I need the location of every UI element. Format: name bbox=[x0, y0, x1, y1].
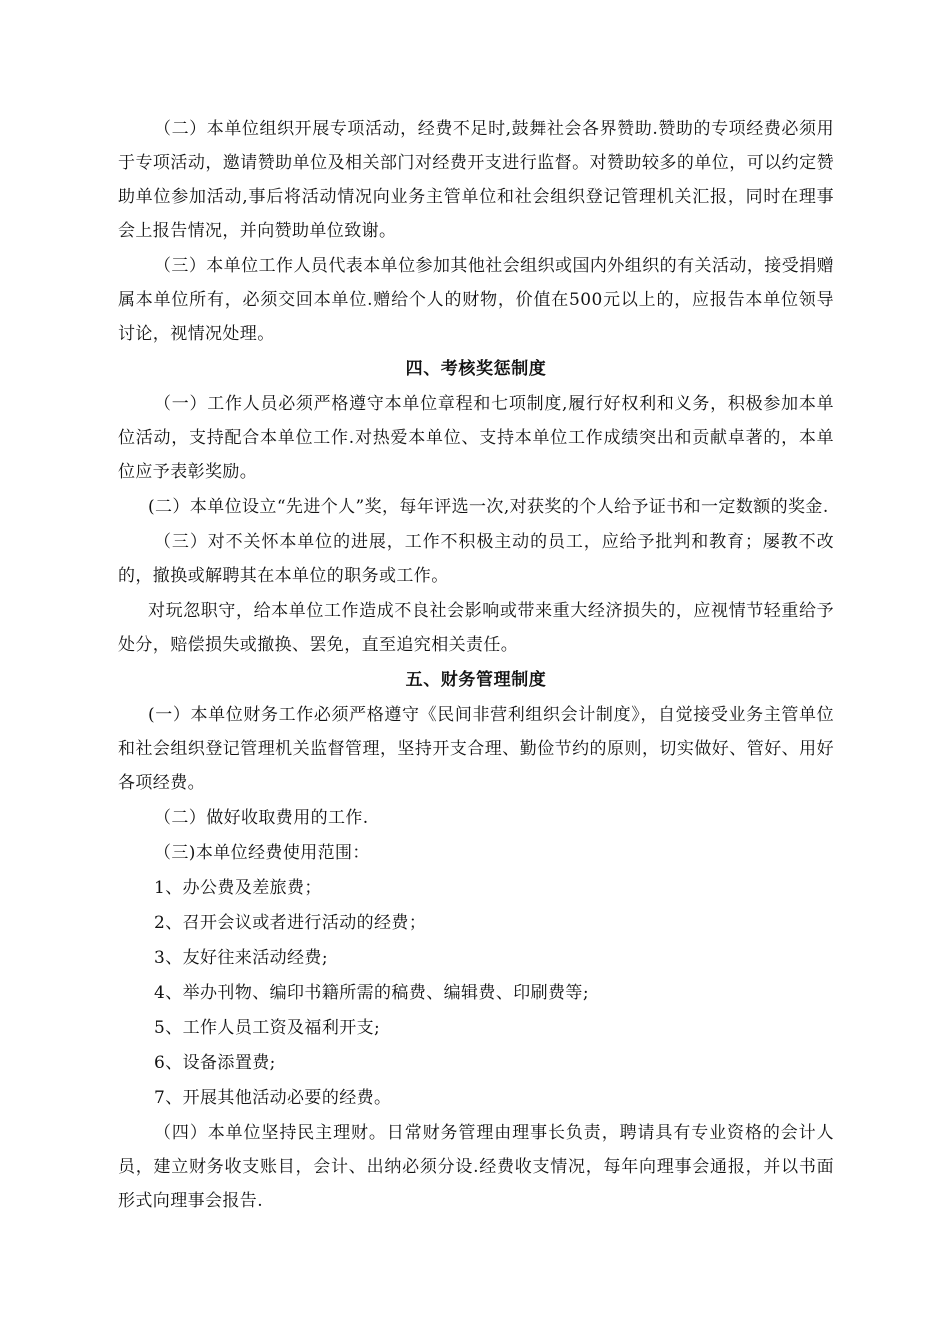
list-item: 2、召开会议或者进行活动的经费； bbox=[154, 913, 427, 933]
expense-scope-list bbox=[118, 871, 834, 1115]
paragraph-sponsorship: （二）本单位组织开展专项活动，经费不足时,鼓舞社会各界赞助.赞助的专项经费必须用于专项活动，邀请赞助单位及相关部门对经费开支进行监督。对赞助较多的单位，可以约定赞助单位参加活动,事后将活动情况向业务主管单位和社会组织登记管理机关汇报，同时在理事会上报告情况，并向赞助单位致谢。 bbox=[118, 119, 834, 241]
paragraph-finance-1: (一）本单位财务工作必须严格遵守《民间非营利组织会计制度》，自觉接受业务主管单位和社会组织登记管理机关监督管理，坚持开支合理、勤俭节约的原则，切实做好、管好、用好各项经费。 bbox=[118, 705, 834, 793]
list-item: 5、工作人员工资及福利开支; bbox=[154, 1018, 381, 1038]
list-item: 6、设备添置费; bbox=[154, 1053, 276, 1073]
paragraph-assessment-4: 对玩忽职守，给本单位工作造成不良社会影响或带来重大经济损失的，应视情节轻重给予处分，赔偿损失或撤换、罢免，直至追究相关责任。 bbox=[118, 601, 834, 655]
paragraph-assessment-3: （三）对不关怀本单位的进展，工作不积极主动的员工，应给予批判和教育；屡教不改的，撤换或解聘其在本单位的职务或工作。 bbox=[118, 532, 834, 586]
list-item: 3、友好往来活动经费; bbox=[154, 948, 328, 968]
paragraph-assessment-2: (二）本单位设立“先进个人”奖，每年评选一次,对获奖的个人给予证书和一定数额的奖金. bbox=[148, 497, 829, 517]
section-heading-assessment: 四、考核奖惩制度 bbox=[405, 359, 547, 379]
paragraph-finance-4: （四）本单位坚持民主理财。日常财务管理由理事长负责，聘请具有专业资格的会计人员，建立财务收支账目，会计、出纳必须分设.经费收支情况，每年向理事会通报，并以书面形式向理事会报告. bbox=[118, 1123, 834, 1211]
paragraph-donations: （三）本单位工作人员代表本单位参加其他社会组织或国内外组织的有关活动，接受捐赠属本单位所有，必须交回本单位.赠给个人的财物，价值在500元以上的，应报告本单位领导讨论，视情况处理。 bbox=[118, 256, 834, 344]
paragraph-finance-2: （二）做好收取费用的工作. bbox=[154, 808, 369, 828]
list-item: 7、开展其他活动必要的经费。 bbox=[154, 1088, 392, 1108]
section-heading-finance: 五、财务管理制度 bbox=[405, 670, 547, 690]
list-item: 1、办公费及差旅费； bbox=[154, 878, 322, 898]
paragraph-finance-3: （三)本单位经费使用范围： bbox=[154, 843, 370, 863]
paragraph-assessment-1: （一）工作人员必须严格遵守本单位章程和七项制度,履行好权利和义务，积极参加本单位活动，支持配合本单位工作.对热爱本单位、支持本单位工作成绩突出和贡献卓著的，本单位应予表彰奖励。 bbox=[118, 394, 834, 482]
list-item: 4、举办刊物、编印书籍所需的稿费、编辑费、印刷费等; bbox=[154, 983, 589, 1003]
document-page bbox=[118, 112, 834, 1219]
